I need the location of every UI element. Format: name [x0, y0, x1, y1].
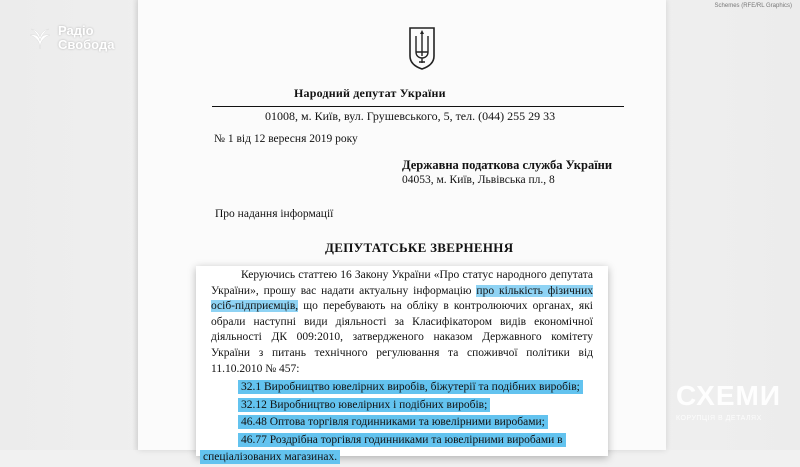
header-rule [212, 106, 624, 107]
schemes-watermark-subtitle: КОРУПЦІЯ В ДЕТАЛЯХ [676, 415, 762, 422]
radio-svoboda-icon [27, 25, 53, 51]
graphics-credit: Schemes (RFE/RL Graphics) [714, 3, 792, 9]
logo-line-1: Радіо [58, 23, 94, 38]
list-item: спеціалізованих магазинах. [196, 449, 608, 467]
list-item: 46.77 Роздрібна торгівля годинниками та ювелірними виробами в [196, 432, 608, 450]
list-item: 32.12 Виробництво ювелірних і подібних виробів; [196, 397, 608, 415]
document-subject: Про надання інформації [215, 208, 334, 220]
trident-emblem-icon [407, 26, 437, 70]
document-title: Народний депутат України [294, 86, 446, 100]
document-number: № 1 від 12 вересня 2019 року [214, 133, 358, 145]
radio-svoboda-logo [27, 24, 114, 52]
recipient-name: Державна податкова служба України [402, 158, 613, 172]
body-part-1: Керуючись статтею 16 Закону України «Про статус народного депутата України», прошу вас надати актуальну інформацію [211, 269, 593, 297]
logo-line-2: Свобода [58, 37, 115, 52]
highlight-entrepreneurs: про кількість фізичних осіб-підприємців, [211, 284, 593, 313]
request-body [211, 268, 593, 377]
sender-address: 01008, м. Київ, вул. Грушевського, 5, тел. (044) 255 29 33 [265, 109, 556, 123]
list-item: 46.48 Оптова торгівля годинниками та ювелірними виробами; [196, 414, 608, 432]
activity-list [196, 379, 608, 467]
schemes-watermark: СХЕМИ [676, 380, 781, 411]
recipient-address: 04053, м. Київ, Львівська пл., 8 [402, 174, 555, 186]
list-item: 32.1 Виробництво ювелірних виробів, біжутерії та подібних виробів; [196, 379, 608, 397]
document-heading: ДЕПУТАТСЬКЕ ЗВЕРНЕННЯ [325, 240, 514, 255]
body-part-2: що перебувають на обліку в контролюючих органах, які обрали наступні види діяльності за Класифікатором видів економічної діяльності ДК 009:2010, затвердженого наказом Державного комітету України з питань технічного регулювання та споживчої політики від 11.10.2010 № 457: [211, 300, 593, 375]
